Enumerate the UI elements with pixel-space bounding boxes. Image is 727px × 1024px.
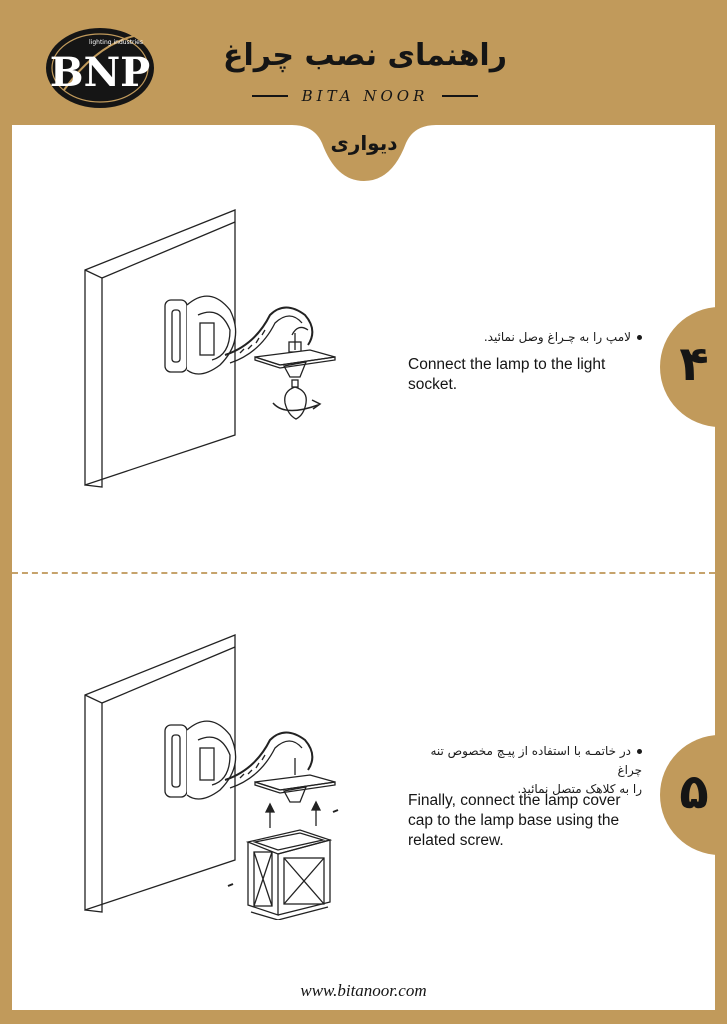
- step-4-number: ۴: [679, 336, 709, 392]
- bullet-icon: [637, 749, 642, 754]
- brand-subtitle-row: [252, 86, 478, 106]
- section-tab-label: دیواری: [330, 131, 398, 155]
- step-5-text-en: Finally, connect the lamp cover cap to the lamp base using the related screw.: [408, 792, 621, 849]
- step-4-text-fa: لامپ را به چـراغ وصل نمائید.: [406, 328, 642, 347]
- svg-text:BNP: BNP: [49, 49, 151, 96]
- bullet-icon: [637, 335, 642, 340]
- svg-text:lighting industries: lighting industries: [89, 39, 143, 46]
- bnp-logo-icon: [44, 20, 156, 112]
- subtitle-rule-left: [252, 95, 288, 97]
- step-4-text-en: Connect the lamp to the light socket.: [408, 356, 606, 393]
- step-4-illustration: [80, 205, 340, 490]
- footer-website: www.bitanoor.com: [300, 981, 427, 1000]
- step-5-number: ۵: [679, 764, 709, 820]
- subtitle-rule-right: [442, 95, 478, 97]
- brand-subtitle: BITA NOOR: [301, 87, 429, 105]
- page-title: راهنمای نصب چراغ: [222, 38, 507, 73]
- header: [0, 0, 727, 125]
- step-5-illustration: [80, 630, 355, 920]
- section-divider: [12, 572, 715, 574]
- step-5-text-fa: در خاتمـه با استفاده از پیـچ مخصوص تنه چراغ را به کلاهک متصل نمائید.: [430, 744, 642, 796]
